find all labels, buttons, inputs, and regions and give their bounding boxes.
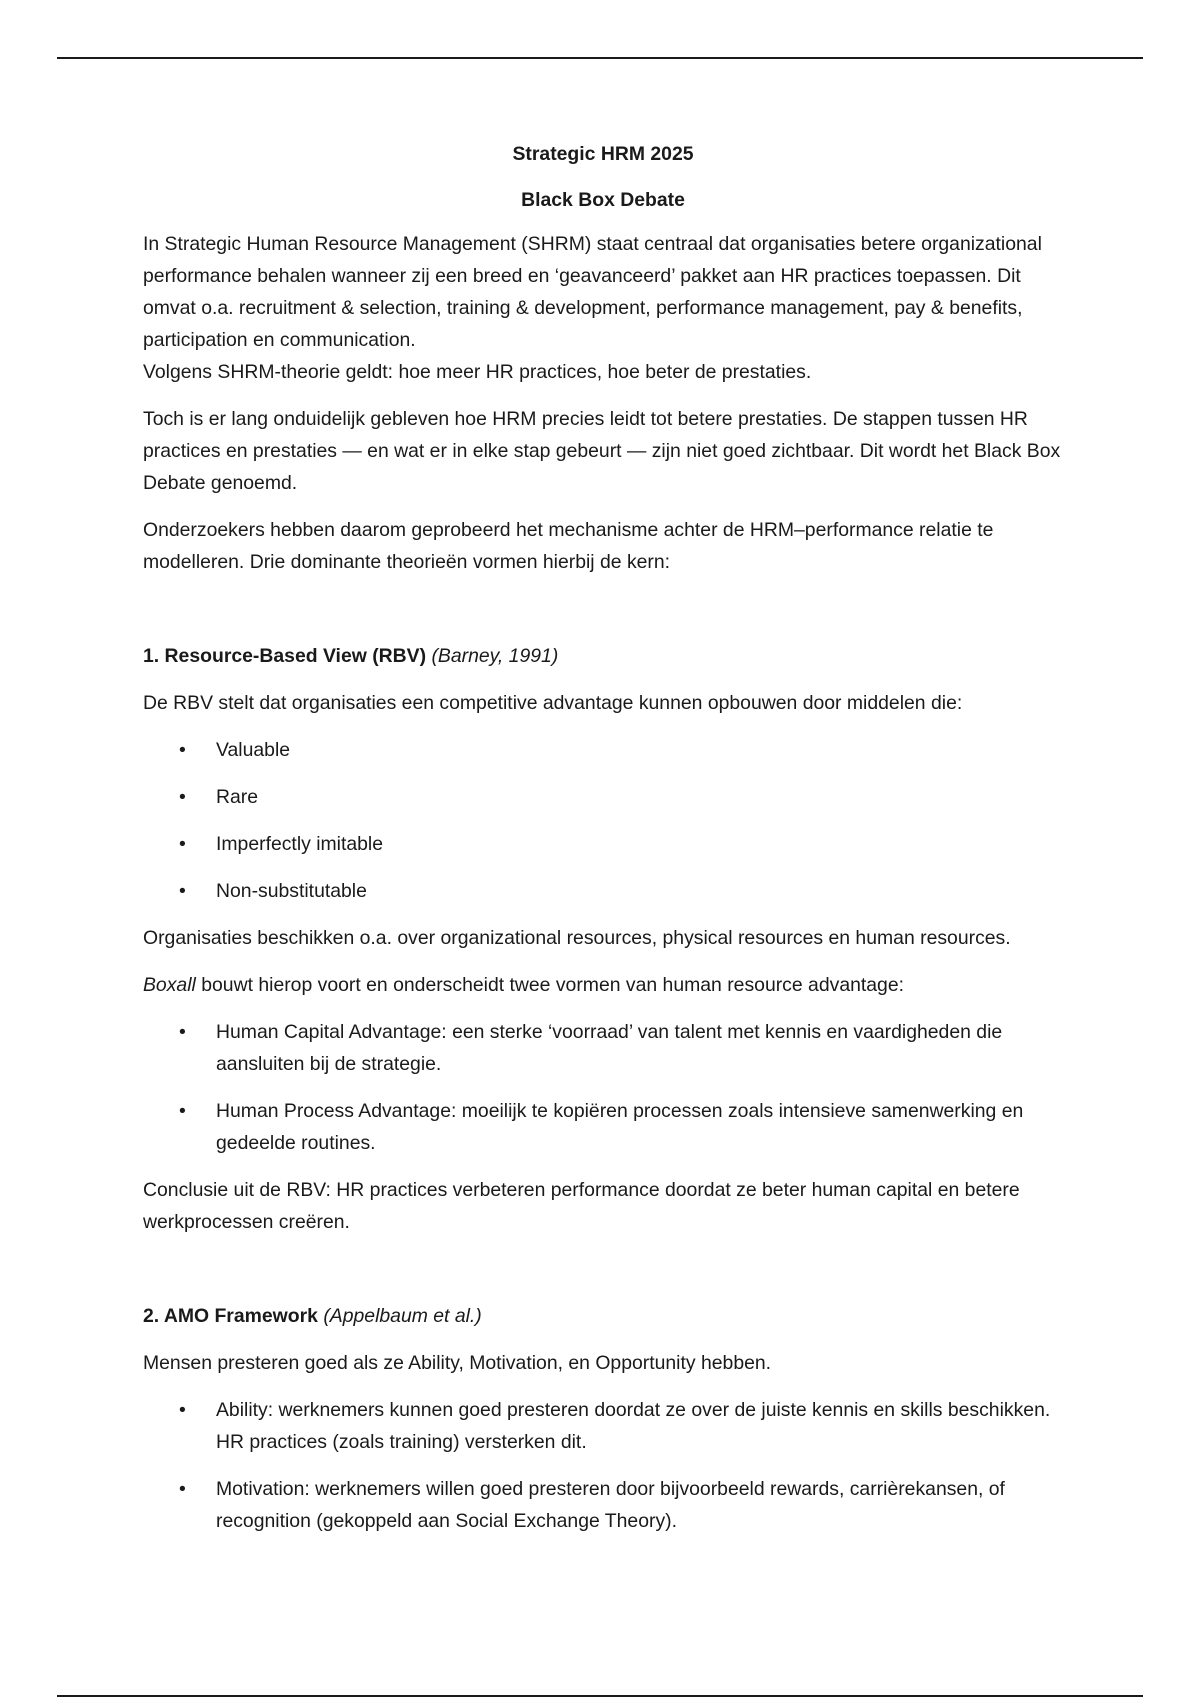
list-item — [143, 781, 1063, 813]
amo-list — [143, 1394, 1063, 1537]
list-item — [143, 1095, 1063, 1159]
section-1-citation: (Barney, 1991) — [431, 645, 559, 667]
bullet-icon: • — [179, 1100, 186, 1122]
advantages-list — [143, 1016, 1063, 1159]
bullet-icon: • — [179, 739, 186, 761]
boxall-name: Boxall — [143, 974, 196, 996]
list-item — [143, 875, 1063, 907]
document-subtitle: Black Box Debate — [521, 189, 685, 211]
header-rule — [57, 57, 1143, 59]
rbv-lead: De RBV stelt dat organisaties een competitive advantage kunnen opbouwen door middelen die: — [143, 692, 963, 714]
section-2-heading — [143, 1300, 1063, 1332]
bullet-icon: • — [179, 1478, 186, 1500]
list-item-text: Motivation: werknemers willen goed presteren door bijvoorbeeld rewards, carrièrekansen, of recognition (gekoppeld aan Social Exchange Theory). — [216, 1478, 1005, 1532]
document-body — [143, 138, 1063, 1552]
rbv-criteria-list — [143, 734, 1063, 907]
list-item-text: Human Process Advantage: moeilijk te kopiëren processen zoals intensieve samenwerking en gedeelde routines. — [216, 1100, 1024, 1154]
section-1-heading — [143, 640, 1063, 672]
boxall-text: bouwt hierop voort en onderscheidt twee vormen van human resource advantage: — [195, 974, 905, 996]
section-1-title: 1. Resource-Based View (RBV) — [143, 645, 427, 667]
rbv-conclusion: Conclusie uit de RBV: HR practices verbeteren performance doordat ze beter human capital en betere werkprocessen creëren. — [143, 1179, 1020, 1233]
bullet-icon: • — [179, 880, 186, 902]
amo-lead: Mensen presteren goed als ze Ability, Motivation, en Opportunity hebben. — [143, 1352, 772, 1374]
intro-paragraph-1: In Strategic Human Resource Management (SHRM) staat centraal dat organisaties betere organizational performance behalen wanneer zij een breed en ‘geavanceerd’ pakket aan HR practices toepassen. Dit omvat o.a. recruitment & selection, training & development, performance management, pay & benefits, participation en communication. — [143, 233, 1042, 351]
document-title: Strategic HRM 2025 — [512, 143, 694, 165]
list-item-text: Valuable — [216, 739, 291, 761]
list-item — [143, 1016, 1063, 1080]
list-item — [143, 734, 1063, 766]
rbv-resources: Organisaties beschikken o.a. over organizational resources, physical resources en human resources. — [143, 927, 1011, 949]
list-item — [143, 828, 1063, 860]
list-item-text: Ability: werknemers kunnen goed presteren doordat ze over de juiste kennis en skills beschikken. HR practices (zoals training) versterken dit. — [216, 1399, 1051, 1453]
boxall-paragraph — [143, 969, 1063, 1001]
bullet-icon: • — [179, 1399, 186, 1421]
intro-paragraph-3: Onderzoekers hebben daarom geprobeerd het mechanisme achter de HRM–performance relatie te modelleren. Drie dominante theorieën vormen hierbij de kern: — [143, 519, 994, 573]
list-item — [143, 1394, 1063, 1458]
footer-rule — [57, 1695, 1143, 1697]
bullet-icon: • — [179, 833, 186, 855]
list-item-text: Rare — [216, 786, 259, 808]
section-spacer — [143, 593, 1063, 640]
section-2-title: 2. AMO Framework — [143, 1305, 318, 1327]
list-item-text: Imperfectly imitable — [216, 833, 384, 855]
list-item — [143, 1473, 1063, 1537]
list-item-text: Non-substitutable — [216, 880, 367, 902]
bullet-icon: • — [179, 786, 186, 808]
section-spacer — [143, 1253, 1063, 1300]
bullet-icon: • — [179, 1021, 186, 1043]
intro-paragraph-1b: Volgens SHRM-theorie geldt: hoe meer HR practices, hoe beter de prestaties. — [143, 361, 812, 383]
list-item-text: Human Capital Advantage: een sterke ‘voorraad’ van talent met kennis en vaardigheden die aansluiten bij de strategie. — [216, 1021, 1003, 1075]
section-2-citation: (Appelbaum et al.) — [323, 1305, 482, 1327]
intro-paragraph-2: Toch is er lang onduidelijk gebleven hoe HRM precies leidt tot betere prestaties. De stappen tussen HR practices en prestaties — en wat er in elke stap gebeurt — zijn niet goed zichtbaar. Dit wordt het Black Box Debate genoemd. — [143, 408, 1061, 494]
